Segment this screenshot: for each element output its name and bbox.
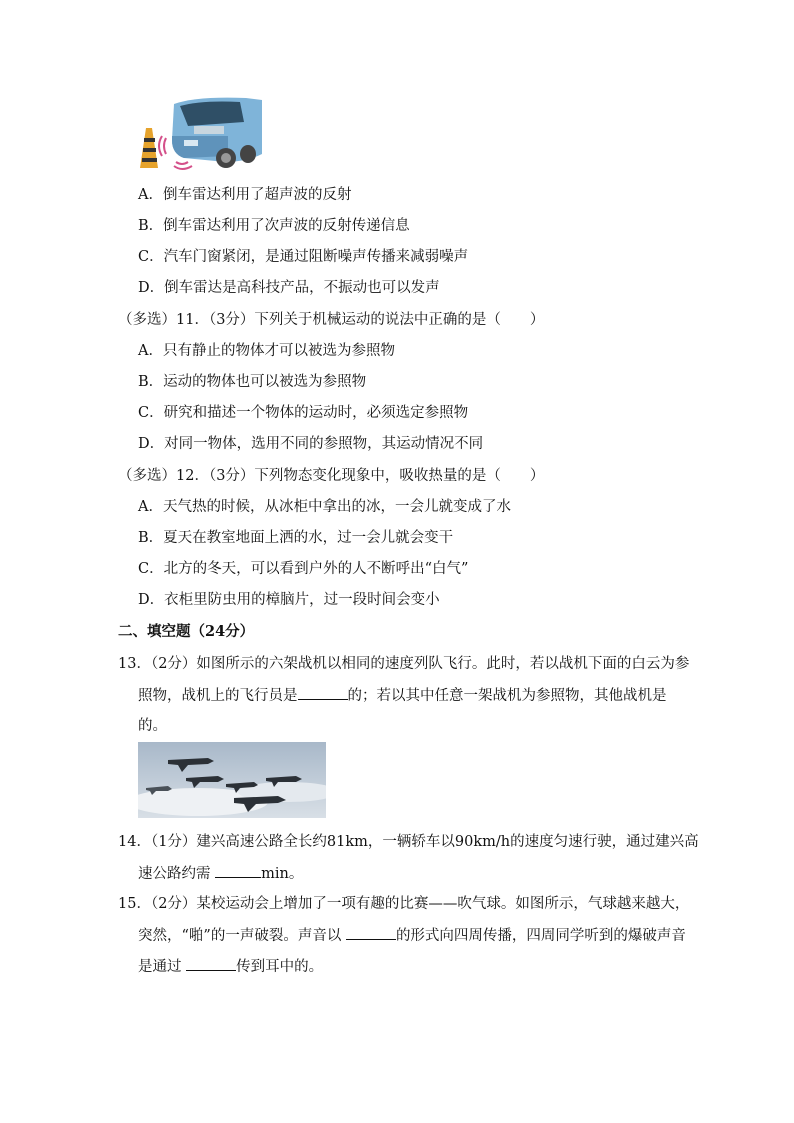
q15-text-c: 是通过 xyxy=(138,959,187,975)
section-title-fill-in: 二、填空题（24分） xyxy=(118,623,255,640)
q15-text-a: 突然，“啪”的一声破裂。声音以 xyxy=(138,928,346,944)
q13-text-b: 的；若以其中任意一架战机为参照物，其他战机是 xyxy=(347,688,667,704)
q10-option-d: D．倒车雷达是高科技产品，不振动也可以发声 xyxy=(138,280,440,296)
q12-stem: （多选）12．（3分）下列物态变化现象中，吸收热量的是（ ） xyxy=(118,468,545,484)
q12-option-a: A．天气热的时候，从冰柜中拿出的冰，一会儿就变成了水 xyxy=(138,499,511,515)
q13-line-3: 的。 xyxy=(138,718,167,734)
q11-option-d: D．对同一物体，选用不同的参照物，其运动情况不同 xyxy=(138,436,484,452)
q11-stem: （多选）11．（3分）下列关于机械运动的说法中正确的是（ ） xyxy=(118,312,545,328)
q15-line-1: 15．（2分）某校运动会上增加了一项有趣的比赛——吹气球。如图所示，气球越来越大， xyxy=(118,896,690,912)
q12-option-b: B．夏天在教室地面上洒的水，过一会儿就会变干 xyxy=(138,530,454,546)
q14-line-1: 14．（1分）建兴高速公路全长约81km，一辆轿车以90km/h的速度匀速行驶，通过建兴高 xyxy=(118,834,699,850)
q13-text-a: 照物，战机上的飞行员是 xyxy=(138,688,298,704)
q14-line-2 xyxy=(138,863,303,884)
q11-option-a: A．只有静止的物体才可以被选为参照物 xyxy=(138,343,395,359)
q12-option-c: C．北方的冬天，可以看到户外的人不断呼出“白气” xyxy=(138,561,469,577)
q15-answer-blank-1[interactable] xyxy=(346,925,396,940)
q11-option-b: B．运动的物体也可以被选为参照物 xyxy=(138,374,367,390)
q14-text-a: 速公路约需 xyxy=(138,866,216,882)
fighter-jets-photo xyxy=(138,742,326,818)
q15-line-2 xyxy=(138,925,686,946)
q13-answer-blank-1[interactable] xyxy=(298,685,348,700)
q13-line-2 xyxy=(138,685,667,706)
q10-option-c: C．汽车门窗紧闭，是通过阻断噪声传播来减弱噪声 xyxy=(138,249,469,265)
car-radar-illustration xyxy=(136,96,266,172)
q14-answer-blank[interactable] xyxy=(215,863,261,878)
q10-option-b: B．倒车雷达利用了次声波的反射传递信息 xyxy=(138,218,410,234)
q11-option-c: C．研究和描述一个物体的运动时，必须选定参照物 xyxy=(138,405,469,421)
q10-option-a: A．倒车雷达利用了超声波的反射 xyxy=(138,187,352,203)
q12-option-d: D．衣柜里防虫用的樟脑片，过一段时间会变小 xyxy=(138,592,440,608)
q15-text-d: 传到耳中的。 xyxy=(236,959,324,975)
q15-line-3 xyxy=(138,956,323,977)
q15-answer-blank-2[interactable] xyxy=(186,956,236,971)
q13-line-1: 13．（2分）如图所示的六架战机以相同的速度列队飞行。此时，若以战机下面的白云为参 xyxy=(118,656,690,672)
q14-text-b: min。 xyxy=(261,866,304,882)
q15-text-b: 的形式向四周传播，四周同学听到的爆破声音 xyxy=(395,928,686,944)
